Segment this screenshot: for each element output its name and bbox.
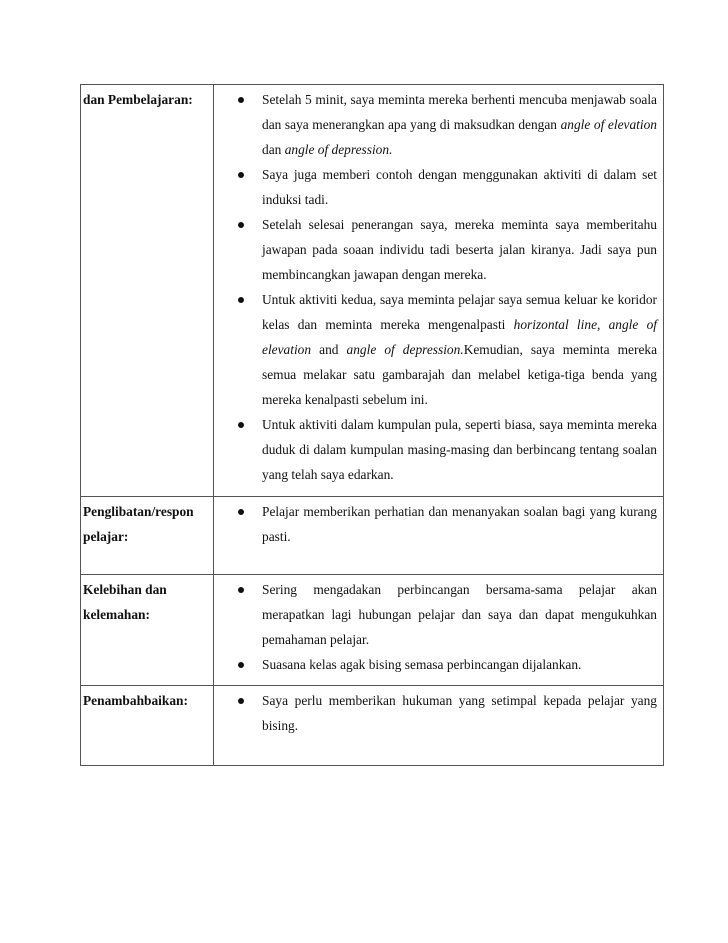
list-item	[236, 412, 657, 487]
row-content	[214, 497, 664, 575]
bullet-icon	[238, 509, 244, 515]
row-content	[214, 575, 664, 686]
row-label: dan Pembelajaran:	[81, 85, 214, 497]
item-text: Sering mengadakan perbincangan bersama-sama pelajar akan merapatkan lagi hubungan pelajar dan saya dan dapat mengukuhkan pemahaman pelajar.	[262, 582, 657, 647]
table-row	[81, 85, 664, 497]
list-item	[236, 688, 657, 738]
item-text: Untuk aktiviti kedua, saya meminta pelajar saya semua keluar ke koridor kelas dan meminta mereka mengenalpasti	[262, 292, 657, 332]
bullet-icon	[238, 97, 244, 103]
item-text: Saya perlu memberikan hukuman yang setimpal kepada pelajar yang bising.	[262, 693, 657, 733]
item-text: Saya juga memberi contoh dengan menggunakan aktiviti di dalam set induksi tadi.	[262, 167, 657, 207]
bullet-icon	[238, 172, 244, 178]
italic-term: angle of depression.	[284, 142, 393, 157]
bullet-list	[236, 499, 657, 549]
row-content	[214, 85, 664, 497]
item-text: Untuk aktiviti dalam kumpulan pula, seperti biasa, saya meminta mereka duduk di dalam kumpulan masing-masing dan berbincang tentang soalan yang telah saya edarkan.	[262, 417, 657, 482]
reflection-table	[80, 84, 664, 766]
list-item	[236, 652, 657, 677]
item-text: and	[311, 342, 347, 357]
list-item	[236, 212, 657, 287]
bullet-icon	[238, 222, 244, 228]
italic-term: angle of elevation	[560, 117, 657, 132]
italic-term: horizontal line, angle of elevation	[262, 317, 658, 357]
bullet-list	[236, 577, 657, 677]
row-label: Kelebihan dan kelemahan:	[81, 575, 214, 686]
table-row	[81, 497, 664, 575]
bullet-icon	[238, 422, 244, 428]
italic-term: angle of depression.	[346, 342, 464, 357]
bullet-list	[236, 688, 657, 738]
item-text: dan	[262, 142, 285, 157]
table-row	[81, 686, 664, 766]
list-item	[236, 499, 657, 549]
row-label: Penambahbaikan:	[81, 686, 214, 766]
bullet-icon	[238, 698, 244, 704]
row-label: Penglibatan/respon pelajar:	[81, 497, 214, 575]
bullet-icon	[238, 297, 244, 303]
list-item	[236, 287, 657, 412]
row-content	[214, 686, 664, 766]
bullet-list	[236, 87, 657, 487]
list-item	[236, 577, 657, 652]
item-text: Setelah selesai penerangan saya, mereka meminta saya memberitahu jawapan pada soaan individu tadi beserta jalan kiranya. Jadi saya pun membincangkan jawapan dengan mereka.	[262, 217, 657, 282]
document-page	[80, 84, 664, 766]
item-text: Setelah 5 minit, saya meminta mereka berhenti mencuba menjawab soala dan saya menerangkan apa yang di maksudkan dengan	[262, 92, 657, 132]
item-text: Kemudian, saya meminta mereka semua melakar satu gambarajah dan melabel ketiga-tiga benda yang mereka kenalpasti sebelum ini.	[262, 342, 658, 407]
table-row	[81, 575, 664, 686]
item-text: Suasana kelas agak bising semasa perbincangan dijalankan.	[262, 657, 582, 672]
item-text: Pelajar memberikan perhatian dan menanyakan soalan bagi yang kurang pasti.	[262, 504, 657, 544]
bullet-icon	[238, 587, 244, 593]
list-item	[236, 87, 657, 162]
reflection-table-body	[81, 85, 664, 766]
list-item	[236, 162, 657, 212]
bullet-icon	[238, 662, 244, 668]
